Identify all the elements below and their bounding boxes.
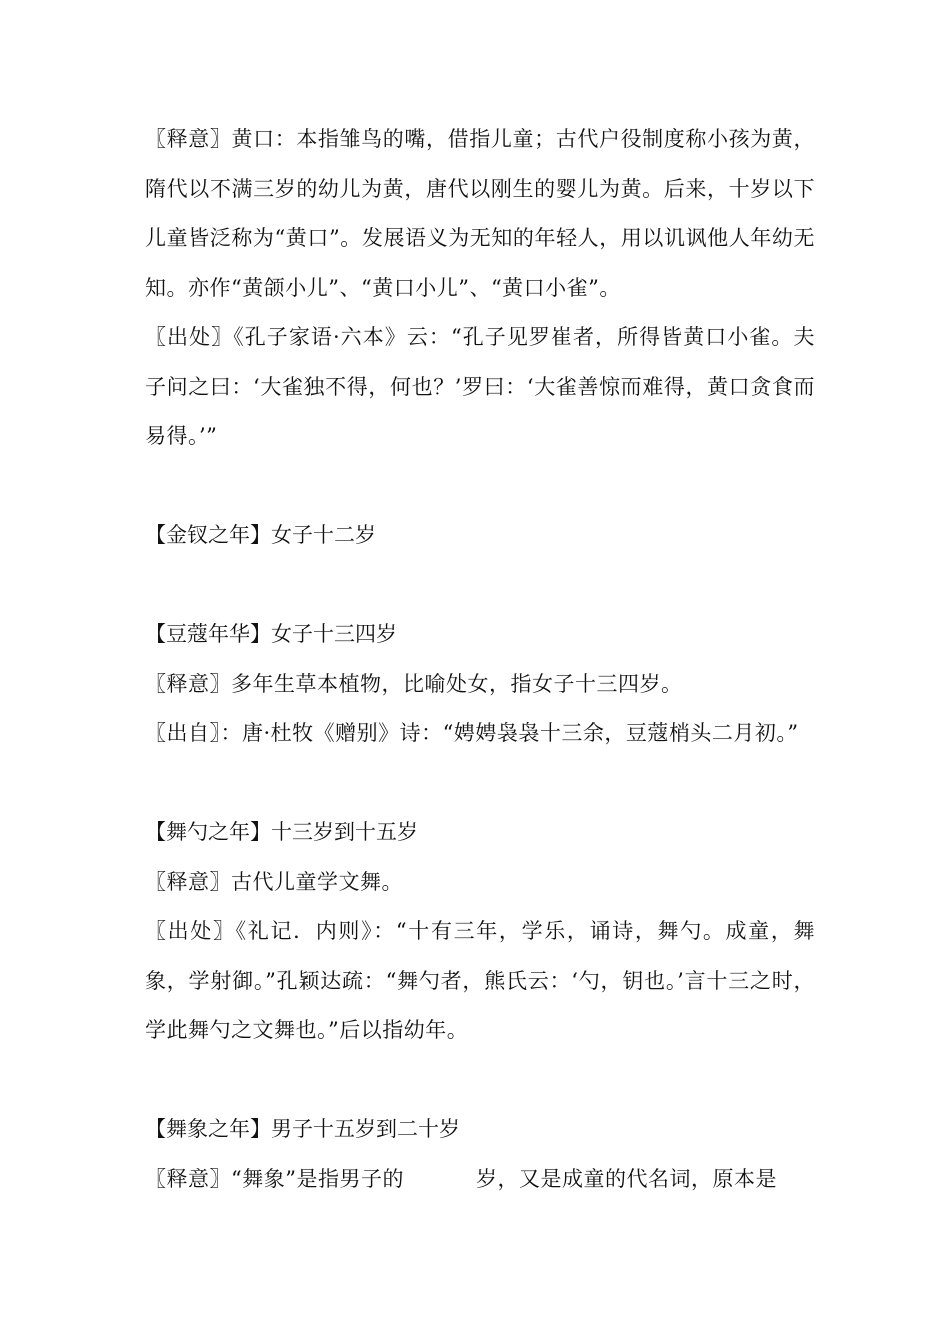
entry-doukou-meaning: 〖释意〗多年生草本植物，比喻处女，指女子十三四岁。 (145, 671, 683, 696)
entry-wuxiang-meaning-end: 岁，又是成童的代名词，原本是 (475, 1166, 777, 1191)
paragraph-gap (145, 759, 815, 809)
entry-doukou-source: 〖出自〗：唐·杜牧《赠别》诗：“娉娉袅袅十三余，豆蔻梢头二月初。” (145, 721, 799, 745)
entry-wushao-meaning: 〖释意〗古代儿童学文舞。 (145, 869, 403, 894)
document-content (145, 115, 815, 1204)
paragraph-gap (145, 561, 815, 611)
entry-wushao-source: 〖出处〗《礼记．内则》：“十有三年，学乐，诵诗，舞勺。成童，舞象，学射御。”孔颖达疏：“舞勺者，熊氏云：‘勺，钥也。’言十三之时，学此舞勺之文舞也。”后以指幼年。 (145, 919, 815, 1042)
entry-wuxiang-meaning (145, 1155, 815, 1205)
entry-huangkou-source: 〖出处〗《孔子家语·六本》云：“孔子见罗崔者，所得皆黄口小雀。夫子问之曰：‘大雀独不得，何也？’罗曰：‘大雀善惊而难得，黄口贪食而易得。’” (145, 325, 815, 448)
entry-huangkou-meaning: 〖释意〗黄口：本指雏鸟的嘴，借指儿童；古代户役制度称小孩为黄，隋代以不满三岁的幼儿为黄，唐代以刚生的婴儿为黄。后来，十岁以下儿童皆泛称为“黄口”。发展语义为无知的年轻人，用以讥讽他人年幼无知。亦作“黄颌小儿”、“黄口小儿”、“黄口小雀”。 (145, 127, 815, 300)
paragraph-gap (145, 1056, 815, 1106)
paragraph-gap (145, 462, 815, 512)
entry-wushao-title: 【舞勺之年】十三岁到十五岁 (145, 820, 418, 844)
entry-wuxiang-title: 【舞象之年】男子十五岁到二十岁 (145, 1117, 460, 1141)
entry-jinchai-title: 【金钗之年】女子十二岁 (145, 523, 376, 547)
entry-wuxiang-meaning-start: 〖释意〗“舞象”是指男子的 (145, 1166, 404, 1191)
entry-doukou-title: 【豆蔻年华】女子十三四岁 (145, 622, 397, 646)
